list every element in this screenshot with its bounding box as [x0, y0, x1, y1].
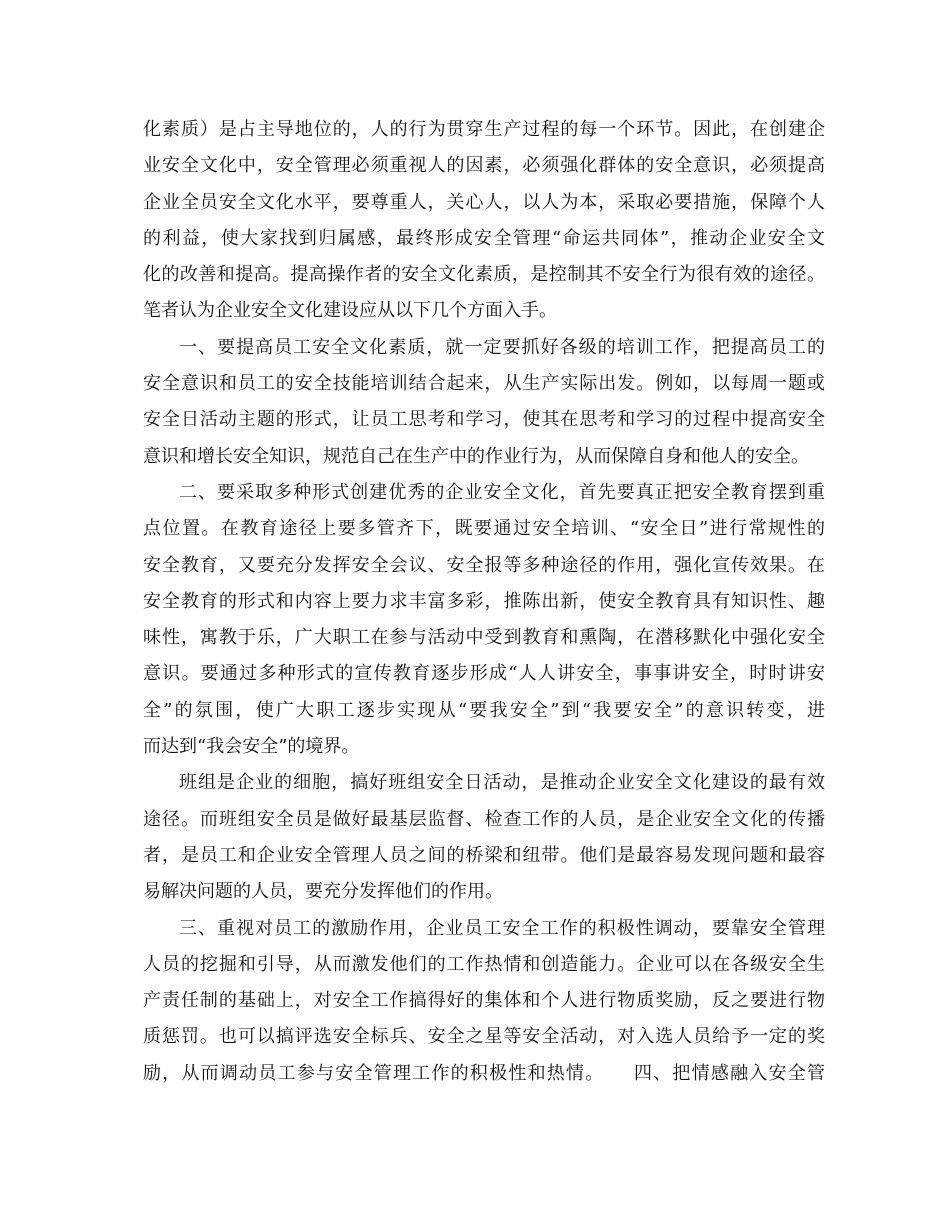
text-line: 点位置。在教育途径上要多管齐下，既要通过安全培训、“安全日”进行常规性的 [143, 518, 825, 540]
text-line: 意识和增长安全知识，规范自己在生产中的作业行为，从而保障自身和他人的安全。 [143, 445, 809, 467]
text-line: 全”的氛围，使广大职工逐步实现从“要我安全”到“我要安全”的意识转变，进 [143, 699, 825, 721]
text-line: 企业全员安全文化水平，要尊重人，关心人，以人为本，采取必要措施，保障个人 [143, 191, 825, 213]
text-line: 三、重视对员工的激励作用，企业员工安全工作的积极性调动，要靠安全管理 [179, 917, 825, 939]
text-line: 笔者认为企业安全文化建设应从以下几个方面入手。 [143, 300, 557, 322]
text-line: 易解决问题的人员，要充分发挥他们的作用。 [143, 881, 503, 903]
text-line: 励，从而调动员工参与安全管理工作的积极性和热情。 四、把情感融入安全管 [143, 1062, 825, 1084]
text-line: 一、要提高员工安全文化素质，就一定要抓好各级的培训工作，把提高员工的 [179, 336, 825, 358]
text-line: 途径。而班组安全员是做好最基层监督、检查工作的人员，是企业安全文化的传播 [143, 808, 825, 830]
text-line: 业安全文化中，安全管理必须重视人的因素，必须强化群体的安全意识，必须提高 [143, 155, 825, 177]
text-line: 味性，寓教于乐，广大职工在参与活动中受到教育和熏陶，在潜移默化中强化安全 [143, 627, 825, 649]
body-text [143, 112, 825, 1092]
text-line: 的利益，使大家找到归属感，最终形成安全管理“命运共同体”，推动企业安全文 [143, 227, 825, 249]
text-line: 化素质）是占主导地位的，人的行为贯穿生产过程的每一个环节。因此，在创建企 [143, 119, 825, 140]
text-line: 安全意识和员工的安全技能培训结合起来，从生产实际出发。例如，以每周一题或 [143, 373, 825, 395]
text-line: 安全日活动主题的形式，让员工思考和学习，使其在思考和学习的过程中提高安全 [143, 409, 825, 431]
text-line: 者，是员工和企业安全管理人员之间的桥梁和纽带。他们是最容易发现问题和最容 [143, 844, 825, 866]
text-line: 班组是企业的细胞，搞好班组安全日活动，是推动企业安全文化建设的最有效 [179, 772, 825, 794]
text-line: 而达到“我会安全”的境界。 [143, 736, 360, 758]
text-line: 化的改善和提高。提高操作者的安全文化素质，是控制其不安全行为很有效的途径。 [143, 264, 825, 286]
text-line: 质惩罚。也可以搞评选安全标兵、安全之星等安全活动，对入选人员给予一定的奖 [143, 1026, 825, 1048]
text-line: 意识。要通过多种形式的宣传教育逐步形成“人人讲安全，事事讲安全，时时讲安 [143, 663, 825, 685]
text-line: 人员的挖掘和引导，从而激发他们的工作热情和创造能力。企业可以在各级安全生 [143, 953, 825, 975]
text-line: 产责任制的基础上，对安全工作搞得好的集体和个人进行物质奖励，反之要进行物 [143, 990, 825, 1012]
text-line: 安全教育，又要充分发挥安全会议、安全报等多种途径的作用，强化宣传效果。在 [143, 554, 825, 576]
text-line: 二、要采取多种形式创建优秀的企业安全文化，首先要真正把安全教育摆到重 [179, 481, 825, 503]
text-line: 安全教育的形式和内容上要力求丰富多彩，推陈出新，使安全教育具有知识性、趣 [143, 590, 825, 612]
